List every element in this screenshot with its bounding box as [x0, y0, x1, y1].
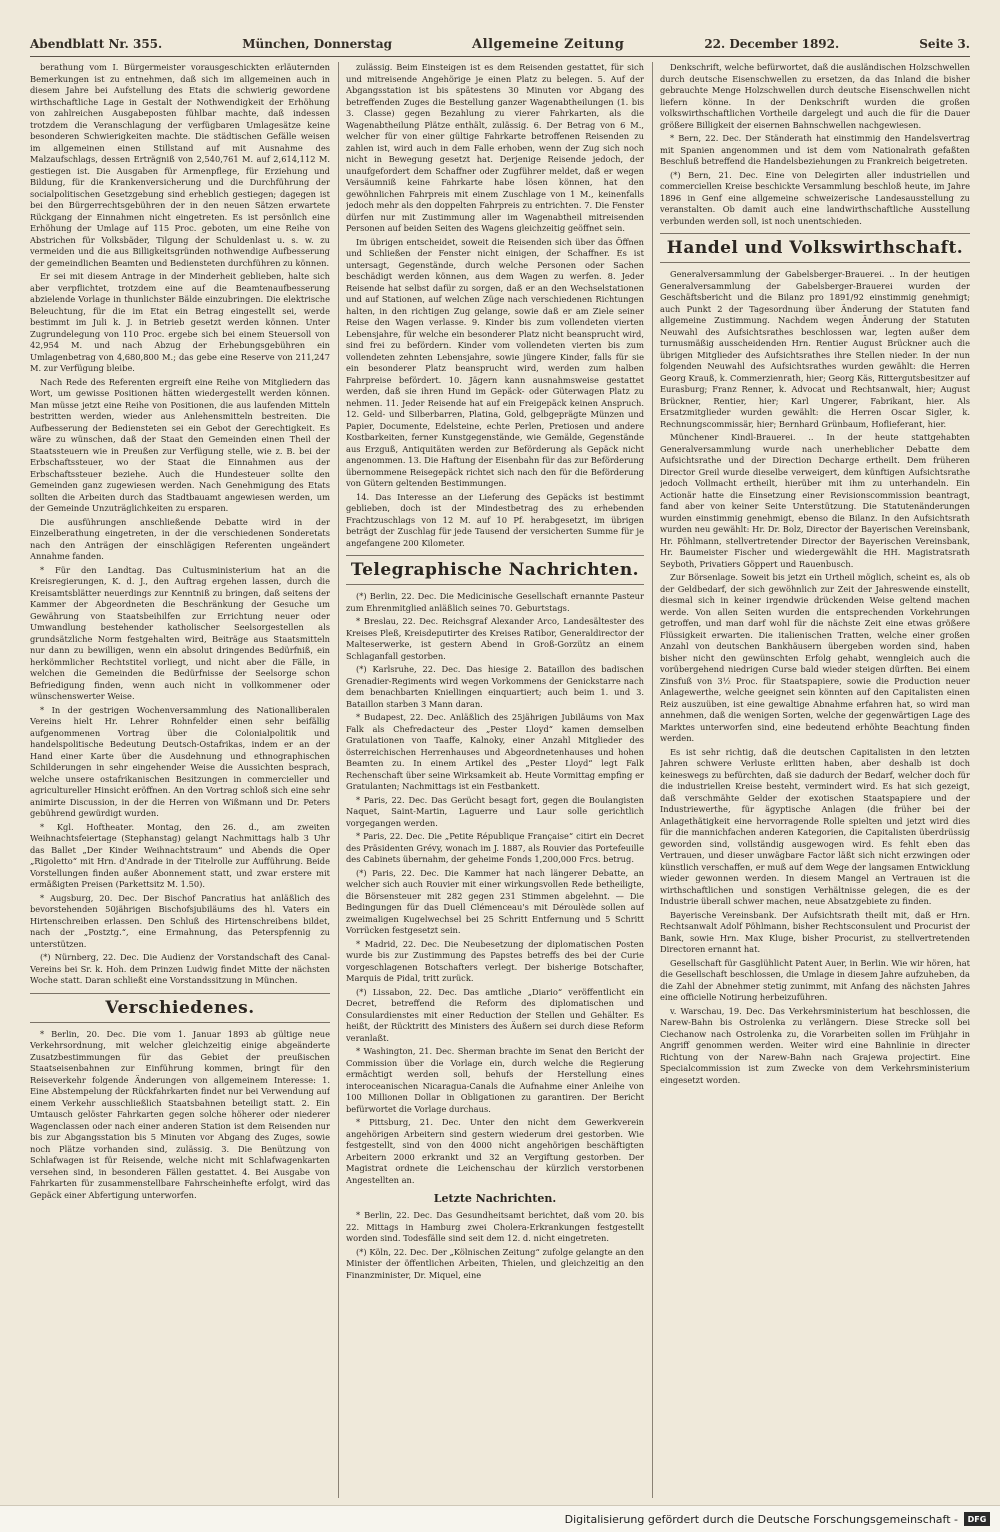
article-paragraph: v. Warschau, 19. Dec. Das Verkehrsministerium hat beschlossen, die Narew-Bahn bis Ostrolenka zu verlängern. Diese Strecke soll bei Ciechanow nach Ostrolenka zu, die Vorarbeiten sollen im Frühjahr in Angriff genommen werden. Weiter wird eine Bahnlinie in directer Richtung von der Narew-Bahn nach Grajewa projectirt. Eine Specialcommission ist zum Zwecke von dem Verkehrsministerium eingesetzt worden.: [660, 1005, 970, 1085]
article-paragraph: Generalversammlung der Gabelsberger-Brauerei. .. In der heutigen Generalversammlung der Gabelsberger-Brauerei wurden der Geschäftsbericht und die Bilanz pro 1891/92 einstimmig genehmigt; auch Punkt 2 der Tagesordnung über Änderung der Statuten fand allgemeine Zustimmung. Nachdem wegen Änderung der Statuten Neuwahl des Aufsichtsrathes beschlossen war, legten außer dem turnusmäßig ausscheidenden Hrn. Rentier August Brückner auch die übrigen Mitglieder des Aufsichtsrathes ihre Stellen nieder. In der nun folgenden Neuwahl des Aufsichtsrathes wurden gewählt: die Herren Georg Krauß, k. Commerzienrath, hier; Georg Käs, Rittergutsbesitzer auf Eurasburg; Franz Renner, k. Advocat und Rechtsanwalt, hier; August Brückner, Rentier, hier; Karl Ungerer, Fabrikant, hier. Als Ersatzmitglieder wurden gewählt: die Herren Oscar Sigler, k. Rechnungscommissär, hier; Bernhard Grünbaum, Hoflieferant, hier.: [660, 269, 970, 429]
column-2: [346, 62, 644, 1496]
article-paragraph: * Bern, 22. Dec. Der Ständerath hat einstimmig den Handelsvertrag mit Spanien angenommen und ist dem vom Nationalrath gefaßten Beschluß betreffend die Handelsbeziehungen zu Frankreich beigetreten.: [660, 133, 970, 166]
place-day: München, Donnerstag: [242, 37, 393, 51]
section-heading-telegraphische-nachrichten: Telegraphische Nachrichten.: [346, 555, 644, 585]
article-paragraph: * In der gestrigen Wochenversammlung des Nationalliberalen Vereins hielt Hr. Lehrer Rohnfelder einen sehr beifällig aufgenommenen Vortrag über die Colonialpolitik und handelspolitische Bedeutung Deutsch-Ostafrikas, indem er an der Hand einer Karte über die Ausdehnung und ethnographischen Schilderungen in sehr eingehender Weise die Aussichten besprach, welche unsere ostafrikanischen Besitzungen in commercieller und agricultureller Hinsicht eröffnen. An den Vortrag schloß sich eine sehr animirte Discussion, in der die Herren von Wißmann und Dr. Peters gebührend gewürdigt wurden.: [30, 704, 330, 818]
column-divider: [652, 62, 653, 1498]
article-paragraph: * Budapest, 22. Dec. Anläßlich des 25jährigen Jubiläums von Max Falk als Chefredacteur des „Pester Lloyd“ kamen demselben Gratulationen von Taaffe, Kalnoky, einer Anzahl Mitglieder des österreichischen Herrenhauses und Abgeordnetenhauses und hohen Beamten zu. In einem Artikel des „Pester Lloyd“ legt Falk Rechenschaft über seine Wirksamkeit ab. Heute Vormittag empfing er Gratulanten; Nachmittags ist ein Festbankett.: [346, 712, 644, 791]
funding-notice: Digitalisierung gefördert durch die Deutsche Forschungsgemeinschaft -: [564, 1512, 958, 1526]
article-paragraph: * Madrid, 22. Dec. Die Neubesetzung der diplomatischen Posten wurde bis zur Zustimmung des Papstes betreffs des bei der Curie vorgeschlagenen Botschafters verlegt. Der bisherige Botschafter, Marquis de Pidal, tritt zurück.: [346, 938, 644, 983]
dfg-logo: DFG: [964, 1512, 990, 1526]
article-paragraph: Er sei mit diesem Antrage in der Minderheit geblieben, halte sich aber verpflichtet, trotzdem eine auf die Beamtenaufbesserung abzielende Vorlage in thunlichster Bälde einzubringen. Die elektrische Beleuchtung, für die im Etat ein Betrag eingestellt sei, werde bestimmt im Juli k. J. in Betrieb gesetzt werden können. Unter Zugrundelegung von 110 Proc. ergebe sich bei einem Steuersoll von 42,954 M. und nach Abzug der Erhebungsgebühren ein Umlagenbetrag von 4,680,800 M.; das gebe eine Reserve von 211,247 M. zur Verfügung bleibe.: [30, 271, 330, 373]
article-paragraph: Nach Rede des Referenten ergreift eine Reihe von Mitgliedern das Wort, um gewisse Positionen hätten wiedergestellt werden können. Man müsse jetzt eine Reihe von Positionen, die aus laufenden Mitteln bestritten werden, wieder aus Anlehensmitteln bestreiten. Die Aufbesserung der Bediensteten sei ein Gebot der Gerechtigkeit. Es wäre zu wünschen, daß der Staat den Gemeinden einen Theil der Staatssteuern wie in Preußen zur Verfügung stelle, wie z. B. bei der Erbschaftssteuer, wo der Staat die Einnahmen aus der Erbschaftssteuer beziehe. Auch die Hundesteuer sollte den Gemeinden ganz zugewiesen werden. Nach Genehmigung des Etats sollten die Arbeiten durch das Stadtbauamt angewiesen werden, um der Gemeinde Unzuträglichkeiten zu ersparen.: [30, 376, 330, 513]
section-heading-verschiedenes: Verschiedenes.: [30, 993, 330, 1023]
article-paragraph: Die ausführungen anschließende Debatte wird in der Einzelberathung eingetreten, in der die verschiedenen Sonderetats nach den Anträgen der einschlägigen Referenten ungeändert Annahme fanden.: [30, 516, 330, 561]
article-paragraph: * Washington, 21. Dec. Sherman brachte im Senat den Bericht der Commission über die Vorlage ein, durch welche die Regierung ermächtigt werden soll, behufs der Herstellung eines interoceanischen Nicaragua-Canals die Aufnahme einer Anleihe von 100 Millionen Dollar in Obligationen zu garantiren. Der Bericht befürwortet die Vorlage durchaus.: [346, 1046, 644, 1114]
article-paragraph: Münchener Kindl-Brauerei. .. In der heute stattgehabten Generalversammlung wurde nach unerheblicher Debatte dem Aufsichtsrathe und der Direction Decharge ertheilt. Dem früheren Director Greil wurde dieselbe verweigert, dem künftigen Aufsichtsrathe jedoch Vollmacht ertheilt, hierüber mit ihm zu unterhandeln. Ein Actionär hatte die Einsetzung einer Revisionscommission beantragt, fand aber von keiner Seite Unterstützung. Die Statutenänderungen wurden einstimmig genehmigt, ebenso die Bilanz. In den Aufsichtsrath wurden neu gewählt: Hr. Dr. Bolz, Director der Bayerischen Vereinsbank, Hr. Pöhlmann, stellvertretender Director der Bayerischen Vereinsbank, Hr. Baumeister Fischer und wiedergewählt die HH. Magistratsrath Seyboth, Privatiers Göppert und Rauenbusch.: [660, 432, 970, 569]
article-paragraph: Es ist sehr richtig, daß die deutschen Capitalisten in den letzten Jahren schwere Verluste erlitten haben, aber deshalb ist doch keineswegs zu befürchten, daß sie dadurch der Bedarf, welcher doch für die industriellen Kreise besteht, vermindert wird. Es hat sich gezeigt, daß verschmähte Gelder der exotischen Staatspapiere und der Industriewerthe, für ägyptische Anlagen (die früher bei der Anlagethätigkeit eine hervorragende Rolle spielten und jetzt wird dies für die mannichfachen anderen Kategorien, die Capitalisten überdrüssig geworden sind, vollständig ausgewogen wird. Es fehlt eben das Vertrauen, und dieser unwägbare Factor läßt sich nicht erzwingen oder künstlich verschaffen, er muß auf dem Wege der langsamen Entwicklung wieder gewonnen werden. In diesem Mangel an Vertrauen ist die wirthschaftlichen und sonstigen Verhältnisse gelegen, die es der Industrie überall schwer machen, neue Absatzgebiete zu finden.: [660, 746, 970, 906]
article-paragraph: Denkschrift, welche befürwortet, daß die ausländischen Holzschwellen durch deutsche Eisenschwellen zu ersetzen, da das Inland die bisher gebrauchte Menge Holzschwellen durch deutsche Eisenschwellen nicht liefern könne. In der Denkschrift wurden die großen volkswirthschaftlichen Vortheile dargelegt und auch die für die Dauer größere Billigkeit der eisernen Bahnschwellen nachgewiesen.: [660, 62, 970, 130]
article-paragraph: * Augsburg, 20. Dec. Der Bischof Pancratius hat anläßlich des bevorstehenden 50jährigen Bischofsjubiläums des hl. Vaters ein Hirtenschreiben erlassen. Den Schluß des Hirtenschreibens bildet, nach der „Postztg.“, eine Ermahnung, das Peterspfennig zu unterstützen.: [30, 892, 330, 949]
article-paragraph: * Breslau, 22. Dec. Reichsgraf Alexander Arco, Landesältester des Kreises Pleß, Kreisdeputirter des Kreises Ratibor, Generaldirector der Malteserwerke, ist gestern Abend in Groß-Gorzütz an einem Schlaganfall gestorben.: [346, 616, 644, 661]
article-paragraph: (*) Nürnberg, 22. Dec. Die Audienz der Vorstandschaft des Canal-Vereins bei Sr. k. Hoh. dem Prinzen Ludwig findet Mitte der nächsten Woche statt. Daran schließt eine Vorstandssitzung in München.: [30, 952, 330, 985]
article-paragraph: Gesellschaft für Gasglühlicht Patent Auer, in Berlin. Wie wir hören, hat die Gesellschaft beschlossen, die Umlage in diesem Jahre aufzuheben, da die Zahl der Abnehmer stetig zunimmt, mit Anfang des nächsten Jahres eine officielle Notirung herbeizuführen.: [660, 957, 970, 1002]
article-paragraph: * Paris, 22. Dec. Die „Petite République Française“ citirt ein Decret des Präsidenten Grévy, wonach im J. 1887, als Rouvier das Portefeuille des Cabinets übernahm, der geheime Fonds 1,200,000 Frcs. betrug.: [346, 831, 644, 864]
page-number: Seite 3.: [919, 37, 970, 51]
article-paragraph: (*) Paris, 22. Dec. Die Kammer hat nach längerer Debatte, an welcher sich auch Rouvier mit einer wirkungsvollen Rede betheiligte, die Börsensteuer mit 282 gegen 231 Stimmen abgelehnt. — Die Bedingungen für das Duell Clémenceau's mit Déroulède sollen auf zweimaligen Kugelwechsel bei 25 Schritt Entfernung und 5 Schritt Vorrücken festgesetzt sein.: [346, 867, 644, 935]
masthead-rule: [30, 56, 970, 57]
article-paragraph: Zur Börsenlage. Soweit bis jetzt ein Urtheil möglich, scheint es, als ob der Geldbedarf, der sich gewöhnlich zur Zeit der Jahreswende einstellt, diesmal sich in keiner irgendwie drückenden Weise geltend machen werde. Von allen Seiten wurden die entsprechenden Vorkehrungen getroffen, und man darf wohl für die nächste Zeit eine etwas größere Flüssigkeit erwarten. Die italienischen Tratten, welche einer großen Anzahl von deutschen Bankhäusern übergeben worden sind, haben bisher nicht den gewünschten Erfolg gehabt, wenngleich auch die vorübergehend niedrigen Curse bald wieder steigen dürften. Bei einem Zinsfuß von 3½ Proc. für Staatspapiere, sowie die Production neuer Anlagewerthe, welche geeignet sein könnten auf den Capitalisten einen Reiz auszuüben, ist eine gewaltige Abnahme erfahren hat, so wird man annehmen, daß die wenigen Sorten, welche der gegenwärtigen Lage des Marktes unterworfen sind, eine bedeutend erhöhte Beachtung finden werden.: [660, 572, 970, 743]
section-heading-handel-und-volkswirthschaft: Handel und Volkswirthschaft.: [660, 233, 970, 263]
article-paragraph: Bayerische Vereinsbank. Der Aufsichtsrath theilt mit, daß er Hrn. Rechtsanwalt Adolf Pöhlmann, bisher Rechtsconsulent und Procurist der Bank, sowie Hrn. Max Kluge, bisher Procurist, zu stellvertretenden Directoren ernannt hat.: [660, 909, 970, 954]
article-paragraph: * Berlin, 22. Dec. Das Gesundheitsamt berichtet, daß vom 20. bis 22. Mittags in Hamburg zwei Cholera-Erkrankungen festgestellt worden sind. Todesfälle sind seit dem 12. d. nicht eingetreten.: [346, 1210, 644, 1243]
article-paragraph: berathung vom I. Bürgermeister vorausgeschickten erläuternden Bemerkungen ist zu entnehmen, daß sich im allgemeinen auch in diesem Jahre bei Aufstellung des Etats die schwierig gewordene wirthschaftliche Lage in Gestalt der Nothwendigkeit der Erhöhung von zahlreichen Ausgabeposten fühlbar machte, daß indessen trotzdem die Veranschlagung der verfügbaren Umlagesätze keine besonderen Schwierigkeiten machte. Die städtischen Gefälle weisen im allgemeinen einen Stillstand auf mit Ausnahme des Malzaufschlags, dessen Erträgniß von 2,540,761 M. auf 2,614,112 M. gestiegen ist. Die Ausgaben für Armenpflege, für Erziehung und Bildung, für die Krankenversicherung und die Durchführung der socialpolitischen Gesetzgebung sind erheblich gestiegen; dagegen ist bei den Bürgerrechtsgebühren der in den neuen Sätzen erwartete Rückgang der Einnahmen nicht eingetreten. Es ist persönlich eine Erhöhung der Umlage auf 115 Proc. geboten, um eine Reihe von Abstrichen für Volksbäder, Tilgung der Schuldenlast u. s. w. zu vermeiden und die aus Billigkeitsgründen nothwendige Aufbesserung der gemeindlichen Beamten und Bediensteten durchführen zu können.: [30, 62, 330, 268]
article-paragraph: 14. Das Interesse an der Lieferung des Gepäcks ist bestimmt geblieben, doch ist der Mindestbetrag des zu erhebenden Frachtzuschlags von 12 M. auf 10 Pf. herabgesetzt, im übrigen beträgt der Zuschlag für jede Tausend der versicherten Summe für je angefangene 200 Kilometer.: [346, 491, 644, 548]
article-paragraph: * Pittsburg, 21. Dec. Unter den nicht dem Gewerkverein angehörigen Arbeitern sind gestern wiederum drei gestorben. Wie festgestellt, sind von den 4000 nicht angehörigen beschäftigten Arbeitern 2000 erkrankt und 32 an Vergiftung gestorben. Der Magistrat ordnete die Leichenschau der kürzlich verstorbenen Angestellten an.: [346, 1117, 644, 1185]
issue-number: Abendblatt Nr. 355.: [30, 37, 163, 51]
article-paragraph: (*) Berlin, 22. Dec. Die Medicinische Gesellschaft ernannte Pasteur zum Ehrenmitglied anläßlich seines 70. Geburtstags.: [346, 591, 644, 613]
article-paragraph: * Kgl. Hoftheater. Montag, den 26. d., am zweiten Weihnachtsfeiertage (Stephanstag) gelangt Nachmittags halb 3 Uhr das Ballet „Der Kinder Weihnachtstraum“ und Abends die Oper „Rigoletto“ mit Hrn. d'Andrade in der Titelrolle zur Aufführung. Beide Vorstellungen finden außer Abonnement statt, und zwar erstere mit ermäßigten Preisen (Parkettsitz M. 1.50).: [30, 821, 330, 889]
article-paragraph: Im übrigen entscheidet, soweit die Reisenden sich über das Öffnen und Schließen der Fenster nicht einigen, der Schaffner. Es ist untersagt, Gegenstände, durch welche Personen oder Sachen beschädigt werden können, aus dem Wagen zu werfen. 8. Jeder Reisende hat selbst dafür zu sorgen, daß er an den Wechselstationen und auf Stationen, auf welchen Züge nach verschiedenen Richtungen halten, in den richtigen Zug gelange, sowie daß er am Ziele seiner Reise den Wagen verlasse. 9. Kinder bis zum vollendeten vierten Lebensjahre, für welche ein besonderer Platz nicht beansprucht wird, sind frei zu befördern. Kinder vom vollendeten vierten bis zum vollendeten zehnten Lebensjahre, sowie jüngere Kinder, falls für sie ein besonderer Platz beansprucht wird, werden zum halben Fahrpreise befördert. 10. Jägern kann ausnahmsweise gestattet werden, daß sie ihren Hund im Gepäck- oder Güterwagen Platz zu nehmen. 11. Jeder Reisende hat auf ein Freigepäck keinen Anspruch. 12. Geld- und Silberbarren, Platina, Gold, gelbgeprägte Münzen und Papier, Documente, Edelsteine, echte Perlen, Pretiosen und andere Kostbarkeiten, ferner Kunstgegenstände, wie Gemälde, Gegenstände aus Erzguß, Antiquitäten werden zur Beförderung als Gepäck nicht angenommen. 13. Die Haftung der Eisenbahn für das zur Beförderung übernommene Reisegepäck richtet sich nach den für die Beförderung von Gütern geltenden Bestimmungen.: [346, 236, 644, 488]
article-paragraph: (*) Lissabon, 22. Dec. Das amtliche „Diario“ veröffentlicht ein Decret, betreffend die Reform des diplomatischen und Consulardienstes mit einer Reduction der Stellen und Gehälter. Es heißt, der Rücktritt des Ministers des Äußern sei durch diese Reform veranlaßt.: [346, 986, 644, 1043]
article-paragraph: * Berlin, 20. Dec. Die vom 1. Januar 1893 ab gültige neue Verkehrsordnung, mit welcher gleichzeitig einige abgeänderte Zusatzbestimmungen für das Gebiet der preußischen Staatseisenbahnen zur Einführung kommen, bringt für den Reiseverkehr folgende Änderungen von allgemeinem Interesse: 1. Eine Abstempelung der Rückfahrkarten findet nur bei Verwendung auf einem Verkehr ausschließlich Staatsbahnen beteiligt statt. 2. Ein Umtausch gelöster Fahrkarten gegen solche höherer oder niederer Wagenclassen oder nach einer anderen Station ist dem Reisenden nur bis zur Abgangsstation bis 5 Minuten vor Abgang des Zuges, sowie noch Plätze vorhanden sind, zulässig. 3. Die Benützung von Schlafwagen ist für Reisende, welche nicht mit Schlafwagenkarten versehen sind, in besonderen Fällen gestattet. 4. Bei Ausgabe von Fahrkarten für zusammenstellbare Fahrscheinhefte erfolgt, wird das Gepäck einer Abfertigung unterworfen.: [30, 1028, 330, 1200]
column-3: [660, 62, 970, 1496]
masthead: [30, 34, 970, 54]
article-paragraph: zulässig. Beim Einsteigen ist es dem Reisenden gestattet, für sich und mitreisende Angehörige je einen Platz zu belegen. 5. Auf der Abgangsstation ist bis spätestens 30 Minuten vor Abgang des betreffenden Zuges die Bestellung ganzer Wagenabtheilungen (1. bis 3. Classe) gegen Bezahlung zu vierer Fahrkarten, als die Wagenabtheilung Plätze enthält, zulässig. 6. Der Betrag von 6 M., welcher für von einer gültige Fahrkarte betroffenen Reisenden zu zahlen ist, wird auch in dem Falle erhoben, wenn der Zug sich noch nicht in Bewegung gesetzt hat. Derjenige Reisende jedoch, der unaufgefordert dem Schaffner oder Zugführer meldet, daß er wegen Versäumniß keine Fahrkarte habe lösen können, hat den gewöhnlichen Fahrpreis mit einem Zuschlage von 1 M., keinenfalls jedoch mehr als den doppelten Fahrpreis zu entrichten. 7. Die Fenster dürfen nur mit Zustimmung aller im Wagenabtheil mitreisenden Personen auf beiden Seiten des Wagens gleichzeitig geöffnet sein.: [346, 62, 644, 233]
issue-date: 22. December 1892.: [704, 37, 840, 51]
digitization-footer: [0, 1505, 1000, 1532]
article-paragraph: * Paris, 22. Dec. Das Gerücht besagt fort, gegen die Boulangisten Naquet, Saint-Martin, Laguerre und Laur solle gerichtlich vorgegangen werden.: [346, 794, 644, 828]
column-divider: [338, 62, 339, 1498]
paper-title: Allgemeine Zeitung: [472, 36, 625, 52]
article-paragraph: (*) Bern, 21. Dec. Eine von Delegirten aller industriellen und commerciellen Kreise beschickte Versammlung beschloß heute, im Jahre 1896 in Genf eine allgemeine schweizerische Landesausstellung zu veranstalten. Ob damit auch eine landwirthschaftliche Ausstellung verbunden werden soll, ist noch unentschieden.: [660, 169, 970, 226]
sub-heading-letzte-nachrichten: Letzte Nachrichten.: [433, 1192, 557, 1205]
article-paragraph: * Für den Landtag. Das Cultusministerium hat an die Kreisregierungen, K. d. J., den Auftrag ergehen lassen, durch die Kreisamtsblätter neuerdings zur Kenntniß zu bringen, daß seitens der Kammer der Abgeordneten die Beschränkung der Gesuche um Gewährung von Staatsbeihilfen zur Errichtung neuer oder Umwandlung bestehender katholischer Seelsorgestellen als grundsätzliche Norm festgehalten wird, Beiträge aus Staatsmitteln nur dann zu bewilligen, wenn ein absolut dringendes Bedürfniß, ein herkömmlicher Rechtstitel vorliegt, und nicht aber die Fälle, in welchen die Gemeinden die Bedürfnisse der Seelsorge schon Befriedigung finden, wenn auch nicht in vollkommener oder wünschenswerter Weise.: [30, 564, 330, 701]
article-paragraph: (*) Karlsruhe, 22. Dec. Das hiesige 2. Bataillon des badischen Grenadier-Regiments wird wegen Vorkommens der Genickstarre nach dem benachbarten Kniellingen einquartiert; auch beim 1. und 3. Bataillon starben 3 Mann daran.: [346, 664, 644, 709]
article-paragraph: (*) Köln, 22. Dec. Der „Kölnischen Zeitung“ zufolge gelangte an den Minister der öffentlichen Arbeiten, Thielen, und gleichzeitig an den Finanzminister, Dr. Miquel, eine: [346, 1246, 644, 1280]
column-1: [30, 62, 330, 1496]
